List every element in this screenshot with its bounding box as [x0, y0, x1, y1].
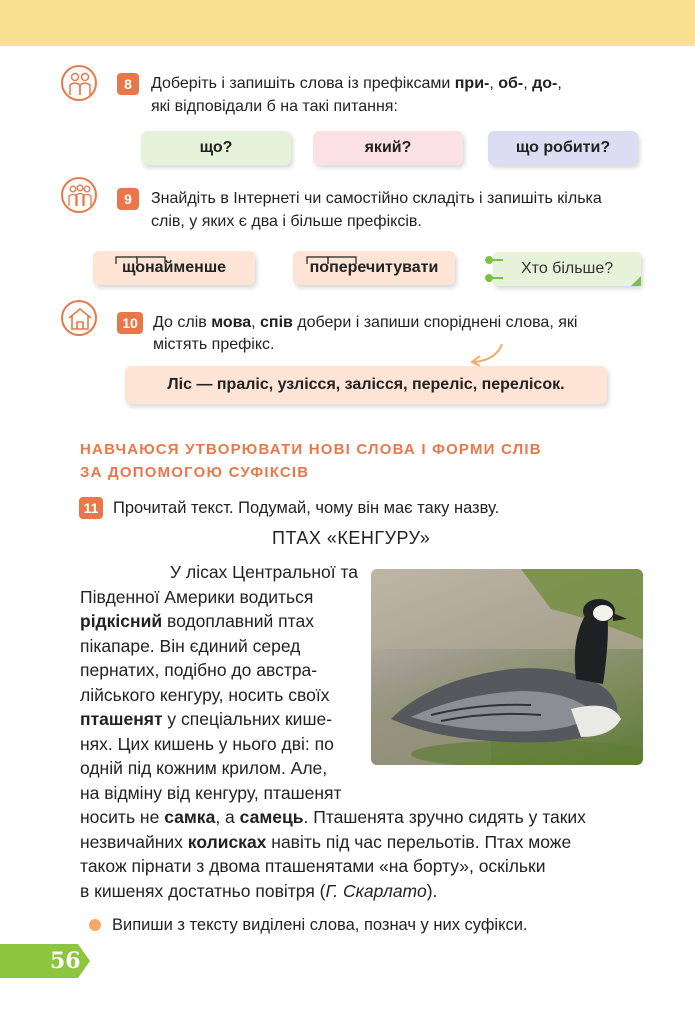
chip-what-to-do: що робити? — [488, 131, 638, 165]
author-name: Г. Скарлато — [325, 881, 427, 901]
task-11-instruction: Прочитай текст. Подумай, чому він має таку назву. — [113, 499, 500, 517]
who-more-card — [493, 252, 641, 286]
who-more-label: Хто більше? — [521, 260, 614, 277]
task-10-number: 10 — [117, 312, 143, 334]
story-line-6: лійського кенгуру, носить своїх — [80, 685, 330, 705]
homework-house-icon — [61, 300, 97, 336]
story-line-13: також пірнати з двома пташенятами «на борту», оскільки — [80, 856, 546, 876]
curved-arrow-icon — [466, 340, 506, 368]
top-color-bar — [0, 0, 695, 46]
story-line-4: пікапаре. Він єдиний серед — [80, 636, 301, 656]
task-9-text-line1: Знайдіть в Інтернеті чи самостійно складіть і запишіть кілька — [151, 190, 602, 207]
group-work-icon — [61, 177, 97, 213]
prefix-marks-2 — [306, 255, 386, 265]
story-line-8: нях. Цих кишень у нього дві: по — [80, 734, 334, 754]
story-line-11: носить не самка, а самець. Пташенята зручно сидять у таких — [80, 807, 586, 827]
task-10-text: До слів мова, спів добери і запиши споріднені слова, які — [153, 314, 578, 331]
branch-icon — [483, 254, 513, 284]
chip-which: який? — [313, 131, 463, 165]
task-10-example: Ліс — праліс, узлісся, залісся, переліс, перелісок. — [125, 366, 607, 404]
pair-work-icon — [61, 65, 97, 101]
word-shchonaimenshe: щонайменше — [121, 259, 227, 276]
task-11-number: 11 — [79, 497, 103, 519]
bullet-dot — [89, 919, 101, 931]
task-9-number: 9 — [117, 188, 139, 210]
task-10-text-line2: містять префікс. — [153, 336, 275, 353]
prefix-marks-1 — [115, 255, 195, 265]
page-number: 56 — [50, 948, 81, 974]
section-heading-line2: ЗА ДОПОМОГОЮ СУФІКСІВ — [80, 464, 310, 481]
bird-photo — [371, 569, 643, 765]
bullet-task: Випиши з тексту виділені слова, познач у них суфікси. — [112, 916, 528, 934]
task-8-text-line2: які відповідали б на такі питання: — [151, 98, 398, 115]
card-fold — [631, 276, 641, 286]
section-heading-line1: НАВЧАЮСЯ УТВОРЮВАТИ НОВІ СЛОВА І ФОРМИ СЛІВ — [80, 441, 542, 458]
story-line-10: на відміну від кенгуру, пташенят — [80, 783, 342, 803]
story-line-2: Південної Америки водиться — [80, 587, 314, 607]
story-line-7: пташенят у спеціальних кише- — [80, 709, 333, 729]
story-line-3: рідкісний водоплавний птах — [80, 611, 314, 631]
story-line-1: У лісах Центральної та — [170, 562, 358, 582]
task-8-number: 8 — [117, 73, 139, 95]
task-9-text-line2: слів, у яких є два і більше префіксів. — [151, 213, 422, 230]
word-poperechytuvaty: поперечитувати — [309, 259, 439, 276]
task-8-text: Доберіть і запишіть слова із префіксами при-, об-, до-, — [151, 75, 562, 92]
chip-what: що? — [141, 131, 291, 165]
story-line-12: незвичайних колисках навіть під час перельотів. Птах може — [80, 832, 572, 852]
chip-word-poperechytuvaty — [293, 251, 455, 285]
chip-word-shchonaimenshe — [93, 251, 255, 285]
story-line-14: в кишенях достатньо повітря (Г. Скарлато). — [80, 881, 438, 901]
story-line-9: одній під кожним крилом. Але, — [80, 758, 328, 778]
story-title: ПТАХ «КЕНГУРУ» — [272, 528, 431, 548]
story-line-5: пернатих, подібно до австра- — [80, 660, 318, 680]
